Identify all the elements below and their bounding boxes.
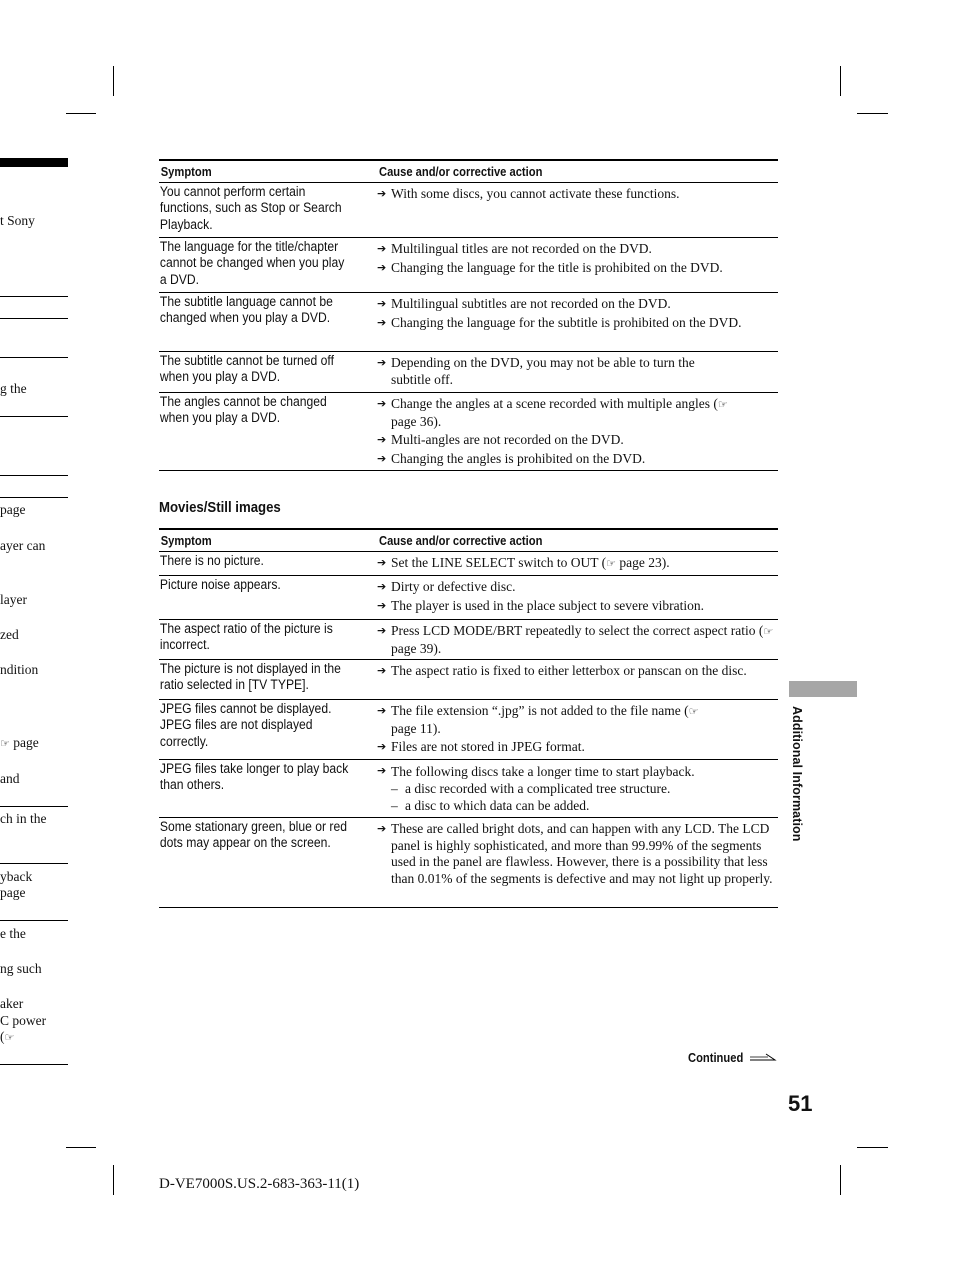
cause-item: [377, 703, 778, 737]
continued-label: Continued: [688, 1050, 744, 1065]
cause-text: The aspect ratio is fixed to either letterbox or panscan on the disc.: [391, 663, 747, 678]
bleed-text: t Sony: [0, 213, 35, 228]
crop-mark: [857, 113, 888, 114]
right-arrow-icon: ➔: [377, 822, 387, 835]
section-side-label: Additional Information: [790, 706, 804, 842]
right-arrow-icon: ➔: [377, 664, 387, 677]
cause-item: [377, 579, 778, 596]
symptom-line: than others.: [159, 777, 225, 793]
symptom-line: JPEG files cannot be displayed.: [159, 701, 332, 716]
symptom-header: Symptom: [160, 533, 212, 548]
cause-text: Depending on the DVD, you may not be able to turn the subtitle off.: [391, 355, 695, 387]
right-arrow-icon: ➔: [377, 624, 387, 637]
symptom-cell: [159, 552, 355, 575]
symptom-cell: [159, 293, 355, 351]
reference-hand-icon: ☞: [4, 1031, 15, 1044]
cause-text: The following discs take a longer time to start playback.: [391, 764, 695, 779]
symptom-cell: [159, 238, 355, 292]
cause-text: Multilingual titles are not recorded on the DVD.: [391, 241, 652, 256]
table-row: [159, 183, 778, 238]
document-code: D-VE7000S.US.2-683-363-11(1): [159, 1176, 360, 1192]
reference-hand-icon: ☞: [688, 705, 699, 718]
symptom-line: The subtitle cannot be turned off: [159, 353, 334, 368]
right-arrow-icon: ➔: [377, 356, 387, 369]
table-row: [159, 576, 778, 620]
cause-text: These are called bright dots, and can happen with any LCD. The LCD panel is highly sophisticated, and more than 99.99% of the segments used in the panel are flawless. However, there is a possibility that less than 0.01% of the segments is defective and may not light up properly.: [391, 821, 773, 886]
reference-hand-icon: ☞: [606, 557, 616, 570]
symptom-line: JPEG files take longer to play back: [159, 761, 349, 776]
cause-cell: [377, 352, 778, 392]
cause-text: Multi-angles are not recorded on the DVD.: [391, 432, 624, 448]
symptom-line: You cannot perform certain: [159, 184, 306, 199]
cause-cell: [377, 760, 778, 817]
symptom-line: Playback.: [159, 216, 213, 232]
right-arrow-icon: ➔: [377, 397, 387, 410]
continued-arrow-icon: [749, 1053, 777, 1062]
page-reference: page 39).: [391, 640, 442, 656]
right-arrow-icon: ➔: [377, 764, 387, 777]
right-arrow-icon: ➔: [377, 556, 387, 569]
symptom-header: Symptom: [160, 164, 212, 179]
cause-item: [377, 739, 778, 756]
bleed-text: ndition: [0, 662, 39, 677]
dash: –: [391, 781, 398, 796]
cause-header: Cause and/or corrective action: [379, 533, 543, 548]
symptom-cell: [159, 183, 355, 237]
bleed-rule: [0, 863, 68, 864]
cause-text: Changing the language for the title is prohibited on the DVD.: [391, 259, 723, 275]
right-arrow-icon: ➔: [377, 433, 387, 447]
cause-item: [377, 763, 778, 780]
bleed-text: [0, 735, 39, 752]
cause-text: Changing the language for the subtitle is prohibited on the DVD.: [391, 314, 742, 330]
symptom-line: changed when you play a DVD.: [159, 310, 331, 326]
reference-hand-icon: ☞: [763, 625, 774, 638]
dash: –: [391, 798, 398, 813]
table-row: [159, 760, 778, 818]
table-row: [159, 352, 778, 393]
cause-cell: [377, 620, 778, 659]
bleed-text: C power: [0, 1013, 47, 1028]
cause-item: [377, 396, 778, 430]
right-arrow-icon: ➔: [377, 580, 387, 593]
cause-text: [391, 396, 778, 430]
symptom-line: Some stationary green, blue or red: [159, 819, 347, 834]
bleed-rule: [0, 497, 68, 498]
symptom-line: correctly.: [159, 733, 209, 749]
bleed-text: yback: [0, 869, 33, 884]
bleed-text: ch in the: [0, 811, 47, 826]
bleed-text: g the: [0, 381, 27, 396]
table-row: [159, 393, 778, 471]
cause-text: Multilingual subtitles are not recorded on the DVD.: [391, 296, 671, 311]
bleed-text: ayer can: [0, 538, 46, 553]
crop-mark: [113, 1165, 114, 1195]
troubleshooting-table-movies: [159, 528, 778, 908]
cause-cell: [377, 660, 778, 699]
cause-item: [377, 623, 778, 657]
bleed-rule: [0, 1064, 68, 1065]
right-arrow-icon: ➔: [377, 740, 387, 754]
bleed-text: page: [0, 885, 26, 900]
cause-text: Files are not stored in JPEG format.: [391, 739, 585, 755]
bleed-rule: [0, 475, 68, 476]
sub-item-text: a disc to which data can be added.: [405, 798, 590, 813]
bleed-text: aker: [0, 996, 24, 1011]
bleed-text: zed: [0, 627, 19, 642]
symptom-cell: [159, 352, 355, 392]
crop-mark: [113, 66, 114, 96]
cause-text: [391, 703, 778, 737]
cause-item: [377, 241, 778, 258]
bleed-text-part: page: [13, 735, 39, 750]
crop-mark: [66, 113, 96, 114]
bleed-text: ng such: [0, 961, 42, 976]
symptom-line: The angles cannot be changed: [159, 394, 327, 409]
cause-text-part: The file extension “.jpg” is not added to the file name (: [391, 703, 689, 718]
cause-text-part: Set the LINE SELECT switch to OUT (: [391, 555, 607, 570]
cause-item: [377, 186, 778, 203]
page-number: 51: [788, 1091, 813, 1116]
bleed-text: layer: [0, 592, 27, 607]
cause-cell: [377, 293, 778, 351]
sub-item-text: a disc recorded with a complicated tree structure.: [405, 781, 671, 796]
bleed-text-part: (: [0, 1029, 5, 1044]
bleed-rule: [0, 318, 68, 319]
table-row: [159, 660, 778, 700]
table-header: [159, 530, 778, 552]
bleed-rule: [0, 920, 68, 921]
cause-item: [377, 355, 778, 388]
cause-item: [377, 296, 778, 313]
bleed-text: e the: [0, 926, 26, 941]
cause-cell: [377, 238, 778, 292]
symptom-cell: [159, 760, 355, 817]
cause-text: [391, 623, 778, 657]
cause-item: [377, 260, 778, 277]
cause-item: [377, 451, 778, 468]
symptom-line: a DVD.: [159, 271, 200, 287]
cause-text: The player is used in the place subject to severe vibration.: [391, 597, 705, 613]
cause-item: [377, 555, 778, 573]
right-arrow-icon: ➔: [377, 704, 387, 717]
table-row: [159, 620, 778, 660]
section-tab: [789, 681, 857, 697]
page-reference: page 11).: [391, 720, 441, 736]
reference-hand-icon: ☞: [0, 737, 10, 750]
bleed-rule: [0, 416, 68, 417]
table-row: [159, 293, 778, 352]
right-arrow-icon: ➔: [377, 315, 387, 329]
cause-header: Cause and/or corrective action: [379, 164, 543, 179]
cause-item: [377, 663, 778, 680]
cause-item: [377, 598, 778, 615]
symptom-cell: [159, 576, 355, 619]
cause-item: [377, 821, 778, 887]
symptom-line: cannot be changed when you play: [159, 255, 345, 271]
symptom-line: The aspect ratio of the picture is: [159, 621, 333, 636]
bleed-rule: [0, 296, 68, 297]
symptom-line: functions, such as Stop or Search: [159, 200, 342, 216]
cause-item: [377, 315, 778, 332]
cause-text: With some discs, you cannot activate these functions.: [391, 186, 680, 201]
table-row: [159, 818, 778, 908]
cause-cell: [377, 576, 778, 619]
cause-text: [391, 555, 778, 573]
symptom-line: JPEG files are not displayed: [159, 717, 313, 733]
symptom-line: The language for the title/chapter: [159, 239, 339, 254]
symptom-line: Picture noise appears.: [159, 577, 281, 592]
right-arrow-icon: ➔: [377, 451, 387, 465]
bleed-text: page: [0, 502, 26, 517]
right-arrow-icon: ➔: [377, 297, 387, 310]
cause-cell: [377, 700, 778, 759]
cause-item: [377, 432, 778, 449]
reference-hand-icon: ☞: [717, 398, 728, 411]
right-arrow-icon: ➔: [377, 598, 387, 612]
symptom-cell: [159, 393, 355, 470]
sub-item: [377, 780, 778, 797]
symptom-line: ratio selected in [TV TYPE].: [159, 677, 309, 693]
troubleshooting-table-dvd: [159, 159, 778, 471]
cause-text: Dirty or defective disc.: [391, 579, 516, 594]
bleed-rule: [0, 806, 68, 807]
table-header: [159, 161, 778, 183]
cause-cell: [377, 552, 778, 575]
symptom-line: The subtitle language cannot be: [159, 294, 333, 309]
crop-mark: [840, 1165, 841, 1195]
cause-text-part: Press LCD MODE/BRT repeatedly to select the correct aspect ratio (: [391, 623, 764, 638]
right-arrow-icon: ➔: [377, 242, 387, 255]
right-arrow-icon: ➔: [377, 260, 387, 274]
cause-cell: [377, 393, 778, 470]
symptom-line: dots may appear on the screen.: [159, 835, 331, 851]
table-row: [159, 238, 778, 293]
crop-mark: [66, 1147, 96, 1148]
bleed-text: and: [0, 771, 20, 786]
crop-mark: [840, 66, 841, 96]
symptom-line: incorrect.: [159, 637, 210, 653]
crop-mark: [857, 1147, 888, 1148]
symptom-line: when you play a DVD.: [159, 410, 281, 426]
bleed-text: [0, 1029, 14, 1046]
page-reference: page 23).: [619, 555, 670, 570]
table-row: [159, 700, 778, 760]
symptom-cell: [159, 818, 355, 907]
symptom-line: There is no picture.: [159, 553, 264, 568]
symptom-cell: [159, 660, 355, 699]
sub-item: [377, 797, 778, 814]
cause-text: Changing the angles is prohibited on the DVD.: [391, 450, 646, 466]
section-heading: Movies/Still images: [159, 499, 281, 516]
symptom-cell: [159, 700, 355, 759]
symptom-line: The picture is not displayed in the: [159, 661, 341, 676]
symptom-cell: [159, 620, 355, 659]
right-arrow-icon: ➔: [377, 187, 387, 200]
cause-cell: [377, 818, 778, 907]
page-reference: page 36).: [391, 413, 442, 429]
symptom-line: when you play a DVD.: [159, 369, 281, 385]
cause-cell: [377, 183, 778, 237]
bleed-rule: [0, 357, 68, 358]
cause-text-part: Change the angles at a scene recorded with multiple angles (: [391, 396, 718, 411]
table-row: [159, 552, 778, 576]
bleed-header-bar: [0, 158, 68, 167]
